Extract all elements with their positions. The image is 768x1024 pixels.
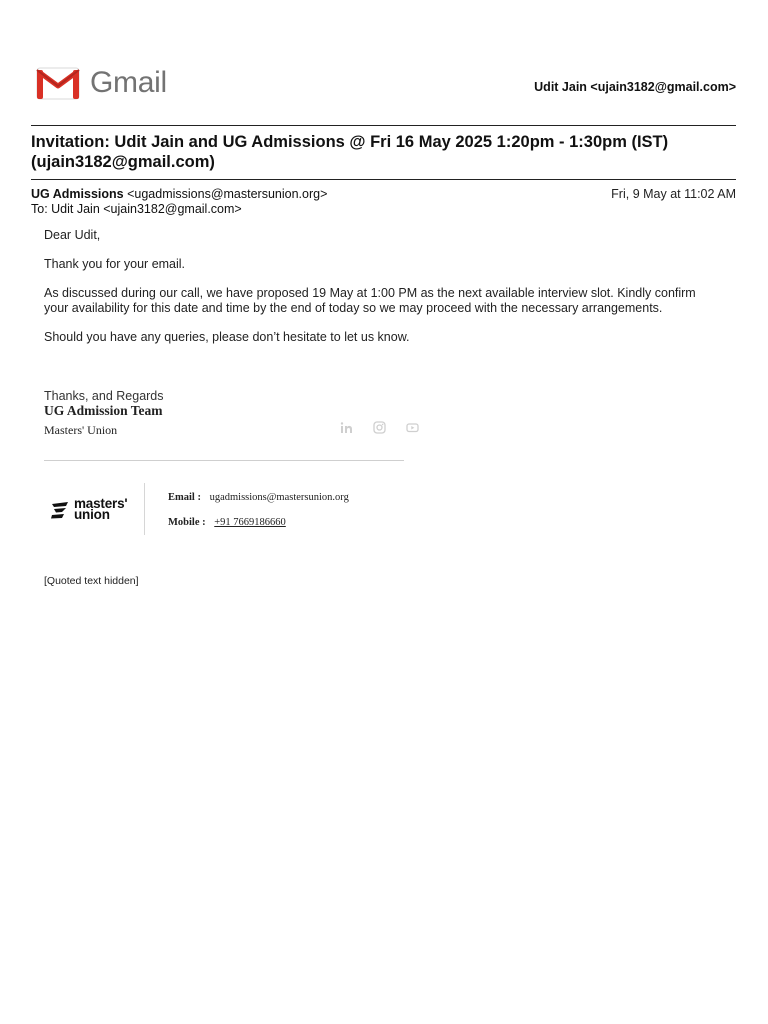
quoted-text-toggle[interactable]: [Quoted text hidden] — [44, 575, 139, 587]
youtube-icon[interactable] — [406, 421, 419, 434]
email-subject: Invitation: Udit Jain and UG Admissions @ Fri 16 May 2025 1:20pm - 1:30pm (IST) (ujain3182@gmail.com) — [31, 133, 669, 171]
wordmark-line: union — [74, 507, 110, 522]
linkedin-icon[interactable] — [340, 421, 353, 434]
mobile-label: Mobile : — [168, 517, 206, 528]
sender-address: <ugadmissions@mastersunion.org> — [127, 187, 328, 201]
email-label: Email : — [168, 492, 201, 503]
divider — [31, 179, 736, 180]
signature-divider — [44, 460, 404, 461]
email-date: Fri, 9 May at 11:02 AM — [611, 187, 736, 201]
signature — [44, 389, 424, 438]
email-meta — [31, 187, 736, 217]
signature-team: UG Admission Team — [44, 403, 163, 418]
body-paragraph: As discussed during our call, we have proposed 19 May at 1:00 PM as the next available interview slot. Kindly confirm your availability for this date and time by the end of today so we may proceed with the necessary arrangements. — [44, 286, 696, 315]
contact-info — [168, 492, 349, 542]
gmail-logo-text: Gmail — [90, 66, 167, 99]
email-value[interactable]: ugadmissions@mastersunion.org — [209, 492, 349, 503]
gmail-logo — [36, 66, 167, 100]
instagram-icon[interactable] — [373, 421, 386, 434]
masters-union-wordmark — [74, 498, 127, 520]
from-row — [31, 187, 736, 202]
gmail-logo-icon — [36, 66, 80, 100]
recipient: To: Udit Jain <ujain3182@gmail.com> — [31, 202, 242, 216]
email-header — [36, 66, 736, 106]
sender — [31, 187, 327, 202]
contact-mobile-row — [168, 517, 349, 542]
divider — [31, 125, 736, 126]
signature-thanks: Thanks, and Regards — [44, 389, 164, 403]
mobile-link[interactable]: +91 7669186660 — [214, 517, 286, 528]
wordmark-line: masters' — [74, 496, 128, 511]
body-paragraph: Should you have any queries, please don’t hesitate to let us know. — [44, 330, 410, 344]
contact-email-row — [168, 492, 349, 517]
signature-org: Masters' Union — [44, 423, 118, 437]
account-label: Udit Jain <ujain3182@gmail.com> — [534, 80, 736, 94]
masters-union-logo-icon — [50, 499, 70, 519]
body-paragraph: Dear Udit, — [44, 228, 101, 242]
social-links — [340, 421, 419, 434]
email-body — [44, 228, 704, 359]
vertical-divider — [144, 483, 145, 535]
body-paragraph: Thank you for your email. — [44, 257, 186, 271]
sender-name: UG Admissions — [31, 187, 124, 201]
masters-union-logo — [50, 498, 127, 520]
